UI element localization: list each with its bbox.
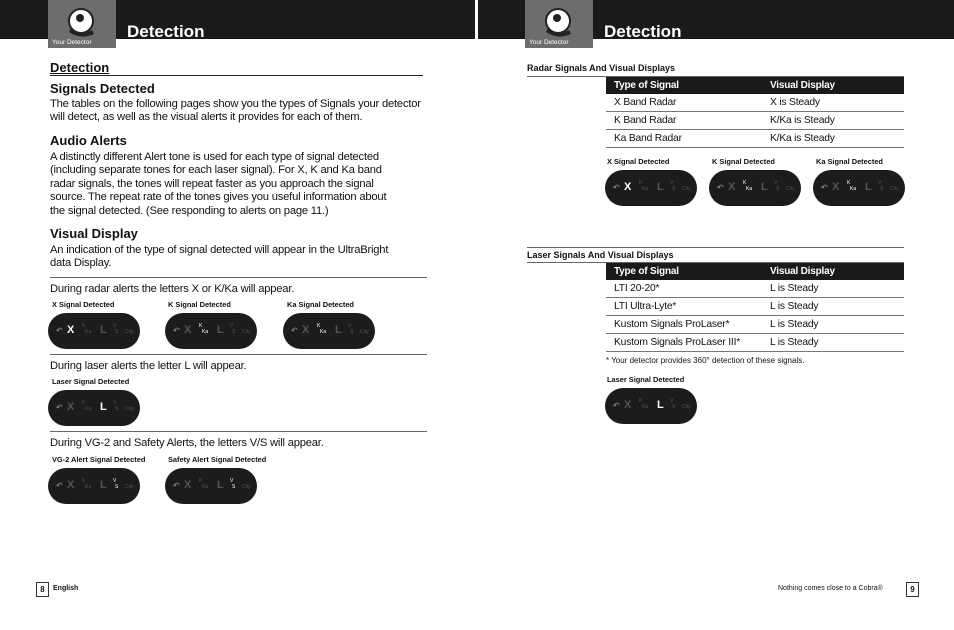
table-cell: K Band Radar xyxy=(606,112,762,130)
right-page-number: 9 xyxy=(906,582,919,597)
display-city-glyph: City xyxy=(682,186,691,192)
display-x-glyph: X xyxy=(67,479,75,491)
display-city-glyph: City xyxy=(786,186,795,192)
display-k-glyph: K xyxy=(743,180,747,186)
display-l-glyph: L xyxy=(865,181,872,193)
table-cell: Kustom Signals ProLaser* xyxy=(606,316,762,334)
section-rule xyxy=(50,75,423,76)
display-ka-glyph: Ka xyxy=(202,484,209,490)
laser-note: During laser alerts the letter L will appear. xyxy=(50,360,247,372)
x-signal-label: X Signal Detected xyxy=(52,300,115,309)
display-l-glyph: L xyxy=(217,324,224,336)
safety-signal-label: Safety Alert Signal Detected xyxy=(168,455,267,464)
display-v-glyph: V xyxy=(113,400,117,406)
table-cell: LTI 20-20* xyxy=(606,280,762,298)
table-header-type: Type of Signal xyxy=(606,77,762,94)
display-city-glyph: City xyxy=(125,406,134,412)
radar-table-title: Radar Signals And Visual Displays xyxy=(527,63,676,73)
visual-heading: Visual Display xyxy=(50,226,138,241)
vg2-signal-label: VG-2 Alert Signal Detected xyxy=(52,455,146,464)
display-city-glyph: City xyxy=(890,186,899,192)
left-footer: English xyxy=(53,585,79,592)
table-cell: L is Steady xyxy=(762,316,904,334)
display-city-glyph: City xyxy=(125,484,134,490)
display-ka xyxy=(283,313,375,349)
k-signal-label: K Signal Detected xyxy=(168,300,231,309)
display-safety xyxy=(165,468,257,504)
display-ka-glyph: Ka xyxy=(202,329,209,335)
left-header-logo xyxy=(48,0,116,48)
display-laser xyxy=(48,390,140,426)
display-k-glyph: K xyxy=(199,323,203,329)
display-x-glyph: X xyxy=(728,181,736,193)
signals-text-content: The tables on the following pages show you the types of Signals your detector will detect, as well as the visual alerts it provides for each of them. xyxy=(50,98,421,124)
display-arrow-icon: ↶ xyxy=(291,326,298,335)
radar-note: During radar alerts the letters X or K/Ka will appear. xyxy=(50,283,295,295)
display-ka-glyph: Ka xyxy=(85,406,92,412)
table-cell: Kustom Signals ProLaser III* xyxy=(606,334,762,352)
laser-table-top-rule xyxy=(527,247,904,248)
display-city-glyph: City xyxy=(125,329,134,335)
display-city-glyph: City xyxy=(360,329,369,335)
table-header-display: Visual Display xyxy=(762,77,904,94)
table-cell: L is Steady xyxy=(762,280,904,298)
table-row xyxy=(606,316,904,334)
display-k-glyph: K xyxy=(639,398,643,404)
display-s-glyph: S xyxy=(672,186,676,192)
display-arrow-icon: ↶ xyxy=(173,326,180,335)
r-display-ka xyxy=(813,170,905,206)
display-v-glyph: V xyxy=(113,323,117,329)
display-v-glyph: V xyxy=(348,323,352,329)
table-cell: LTI Ultra-Lyte* xyxy=(606,298,762,316)
display-arrow-icon: ↶ xyxy=(613,401,620,410)
vg-rule xyxy=(50,431,427,432)
display-k-glyph: K xyxy=(82,323,86,329)
right-header-logo xyxy=(525,0,593,48)
display-ka-glyph: Ka xyxy=(320,329,327,335)
table-row xyxy=(606,280,904,298)
r-display-x xyxy=(605,170,697,206)
r-k-signal-label: K Signal Detected xyxy=(712,157,775,166)
laser-table-title: Laser Signals And Visual Displays xyxy=(527,250,674,260)
display-k-glyph: K xyxy=(317,323,321,329)
table-cell: X is Steady xyxy=(762,94,904,112)
section-title: Detection xyxy=(50,60,110,75)
display-arrow-icon: ↶ xyxy=(613,183,620,192)
display-x-glyph: X xyxy=(832,181,840,193)
display-x-glyph: X xyxy=(67,324,75,336)
r-x-signal-label: X Signal Detected xyxy=(607,157,670,166)
radar-table xyxy=(606,77,904,148)
display-l-glyph: L xyxy=(217,479,224,491)
display-arrow-icon: ↶ xyxy=(717,183,724,192)
display-s-glyph: S xyxy=(776,186,780,192)
display-city-glyph: City xyxy=(682,404,691,410)
display-s-glyph: S xyxy=(115,406,119,412)
display-x-glyph: X xyxy=(302,324,310,336)
r-ka-signal-label: Ka Signal Detected xyxy=(816,157,883,166)
radar-rule xyxy=(50,277,427,278)
display-k-glyph: K xyxy=(639,180,643,186)
table-header-type: Type of Signal xyxy=(606,263,762,280)
table-cell: X Band Radar xyxy=(606,94,762,112)
display-s-glyph: S xyxy=(880,186,884,192)
display-l-glyph: L xyxy=(761,181,768,193)
audio-heading: Audio Alerts xyxy=(50,133,127,148)
display-city-glyph: City xyxy=(242,329,251,335)
display-s-glyph: S xyxy=(350,329,354,335)
display-vg2 xyxy=(48,468,140,504)
display-s-glyph: S xyxy=(115,484,119,490)
table-row xyxy=(606,130,904,148)
laser-table xyxy=(606,263,904,352)
table-cell: L is Steady xyxy=(762,334,904,352)
left-page-number: 8 xyxy=(36,582,49,597)
detector-logo-icon xyxy=(542,6,576,40)
display-x-glyph: X xyxy=(624,181,632,193)
table-cell: L is Steady xyxy=(762,298,904,316)
display-v-glyph: V xyxy=(774,180,778,186)
right-page-title: Detection xyxy=(604,22,682,41)
left-page-title: Detection xyxy=(127,22,205,41)
logo-caption: Your Detector xyxy=(52,39,92,46)
laser-footnote: * Your detector provides 360° detection of these signals. xyxy=(606,356,805,365)
display-l-glyph: L xyxy=(657,181,664,193)
signals-text xyxy=(50,98,425,125)
display-l-glyph: L xyxy=(657,399,664,411)
display-arrow-icon: ↶ xyxy=(56,403,63,412)
display-v-glyph: V xyxy=(670,180,674,186)
display-l-glyph: L xyxy=(100,401,107,413)
display-city-glyph: City xyxy=(242,484,251,490)
display-v-glyph: V xyxy=(230,478,234,484)
ka-signal-label: Ka Signal Detected xyxy=(287,300,354,309)
display-s-glyph: S xyxy=(115,329,119,335)
display-x-glyph: X xyxy=(624,399,632,411)
laser-signal-label: Laser Signal Detected xyxy=(52,377,130,386)
display-arrow-icon: ↶ xyxy=(821,183,828,192)
display-v-glyph: V xyxy=(113,478,117,484)
display-ka-glyph: Ka xyxy=(85,484,92,490)
right-footer xyxy=(778,585,883,592)
display-k-glyph: K xyxy=(82,400,86,406)
table-row xyxy=(606,94,904,112)
display-x xyxy=(48,313,140,349)
table-cell: K/Ka is Steady xyxy=(762,130,904,148)
vg-note: During VG-2 and Safety Alerts, the letters V/S will appear. xyxy=(50,437,324,449)
display-s-glyph: S xyxy=(232,329,236,335)
table-row xyxy=(606,334,904,352)
display-arrow-icon: ↶ xyxy=(56,326,63,335)
display-v-glyph: V xyxy=(230,323,234,329)
display-ka-glyph: Ka xyxy=(746,186,753,192)
display-x-glyph: X xyxy=(67,401,75,413)
table-header-row xyxy=(606,77,904,94)
display-v-glyph: V xyxy=(878,180,882,186)
table-header-row xyxy=(606,263,904,280)
display-ka-glyph: Ka xyxy=(850,186,857,192)
display-x-glyph: X xyxy=(184,324,192,336)
table-row xyxy=(606,298,904,316)
r-display-laser xyxy=(605,388,697,424)
r-laser-signal-label: Laser Signal Detected xyxy=(607,375,685,384)
table-cell: Ka Band Radar xyxy=(606,130,762,148)
r-display-k xyxy=(709,170,801,206)
display-k xyxy=(165,313,257,349)
detector-logo-icon xyxy=(65,6,99,40)
display-s-glyph: S xyxy=(672,404,676,410)
display-s-glyph: S xyxy=(232,484,236,490)
audio-text: A distinctly different Alert tone is used for each type of signal detected (including separate tones for each laser signal). For X, K and Ka band radar signals, the tones will repeat faster as you approach the signal source. The repeat rate of the tones gives you useful information about the signal detected. (See responding to alerts on page 11.) xyxy=(50,151,387,217)
display-k-glyph: K xyxy=(82,478,86,484)
right-footer-text: Nothing comes close to a Cobra® xyxy=(778,585,883,592)
laser-rule xyxy=(50,354,427,355)
visual-text: An indication of the type of signal detected will appear in the UltraBright data Display. xyxy=(50,244,389,270)
display-ka-glyph: Ka xyxy=(642,404,649,410)
display-arrow-icon: ↶ xyxy=(56,481,63,490)
display-k-glyph: K xyxy=(199,478,203,484)
display-l-glyph: L xyxy=(100,479,107,491)
display-ka-glyph: Ka xyxy=(642,186,649,192)
signals-heading: Signals Detected xyxy=(50,81,155,96)
display-ka-glyph: Ka xyxy=(85,329,92,335)
display-k-glyph: K xyxy=(847,180,851,186)
display-l-glyph: L xyxy=(100,324,107,336)
display-v-glyph: V xyxy=(670,398,674,404)
table-row xyxy=(606,112,904,130)
display-l-glyph: L xyxy=(335,324,342,336)
table-cell: K/Ka is Steady xyxy=(762,112,904,130)
display-arrow-icon: ↶ xyxy=(173,481,180,490)
logo-caption: Your Detector xyxy=(529,39,569,46)
display-x-glyph: X xyxy=(184,479,192,491)
table-header-display: Visual Display xyxy=(762,263,904,280)
